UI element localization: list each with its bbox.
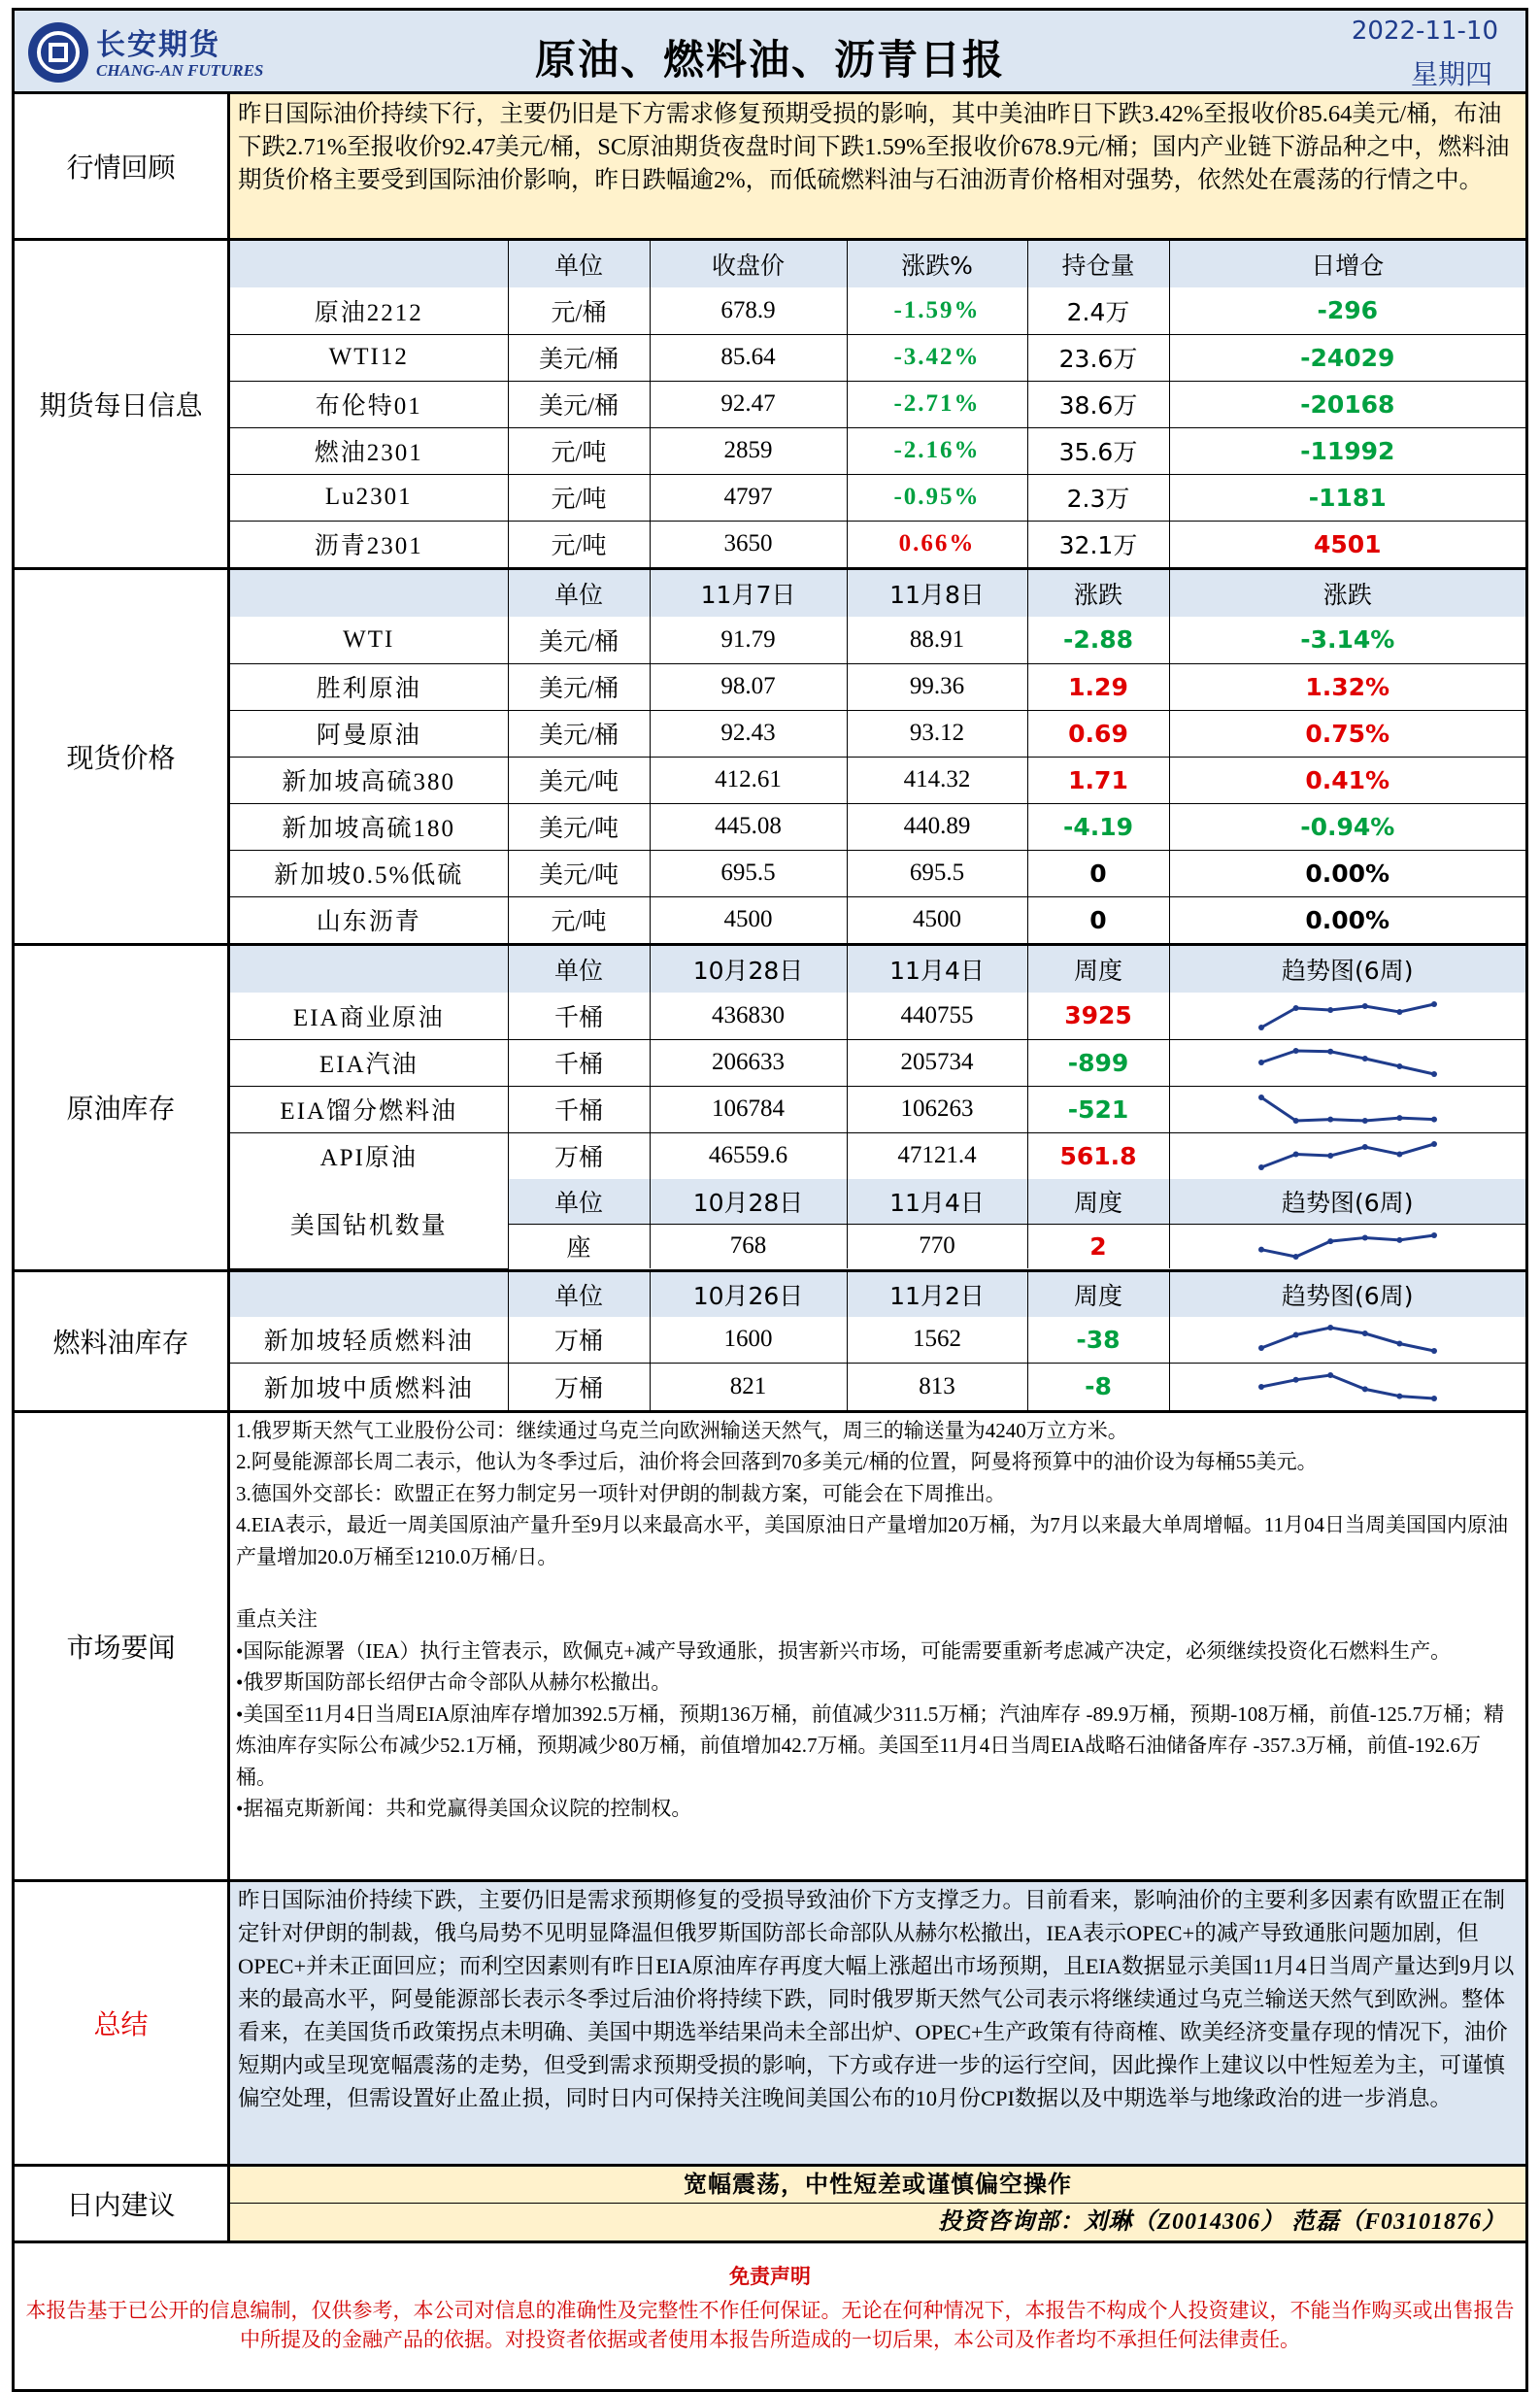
- spot-price-section: [15, 570, 1525, 946]
- market-news-section: [15, 1413, 1525, 1882]
- trend-point: [1431, 1071, 1437, 1077]
- futures-row: [230, 287, 1525, 334]
- section-label: 原油库存: [15, 946, 230, 1269]
- daily-oi-change-cell: 4501: [1169, 521, 1525, 567]
- news-item: 2.阿曼能源部长周二表示，他认为冬季过后，油价将会回落到70多美元/桶的位置，阿曼将预算中的油价设为每桶55美元。: [236, 1450, 1318, 1473]
- trend-point: [1258, 1345, 1264, 1351]
- price-cell: 4500: [847, 896, 1027, 943]
- change-cell: 0.69: [1027, 710, 1169, 757]
- header-cell: 单位: [508, 241, 650, 287]
- price-cell: 695.5: [650, 850, 847, 896]
- trend-point: [1396, 1237, 1402, 1243]
- value-cell: 205734: [847, 1039, 1027, 1086]
- report-header: [15, 11, 1525, 94]
- inventory-row: [230, 1132, 1525, 1179]
- inventory-row: [230, 993, 1525, 1039]
- trend-line-chart: [1255, 1138, 1440, 1173]
- header-cell: 周度: [1027, 946, 1169, 993]
- header-cell: 单位: [508, 570, 650, 617]
- weekly-change-cell: -521: [1027, 1086, 1169, 1132]
- price-cell: 99.36: [847, 663, 1027, 710]
- advisor-credit: 投资咨询部：刘琳（Z0014306） 范磊（F03101876）: [230, 2204, 1525, 2240]
- commodity-name: 山东沥青: [230, 896, 508, 943]
- futures-table: [230, 241, 1525, 567]
- header-cell: 涨跌%: [847, 241, 1027, 287]
- contract-name: 燃油2301: [230, 427, 508, 474]
- weekly-change-cell: -38: [1027, 1317, 1169, 1364]
- unit-cell: 美元/桶: [508, 381, 650, 427]
- trend-line: [1261, 1097, 1434, 1121]
- change-pct-cell: -1.59%: [847, 287, 1027, 334]
- value-cell: 1600: [650, 1317, 847, 1364]
- daily-oi-change-cell: -24029: [1169, 334, 1525, 381]
- change-pct-cell: -2.71%: [847, 381, 1027, 427]
- open-interest-cell: 2.3万: [1027, 474, 1169, 521]
- price-cell: 695.5: [847, 850, 1027, 896]
- value-cell: 206633: [650, 1039, 847, 1086]
- value-cell: 46559.6: [650, 1132, 847, 1179]
- value-cell: 770: [847, 1224, 1027, 1268]
- change-pct-cell: -3.14%: [1169, 617, 1525, 663]
- spot-row: [230, 896, 1525, 943]
- spot-row: [230, 757, 1525, 803]
- unit-cell: 元/吨: [508, 896, 650, 943]
- trend-line: [1261, 1051, 1434, 1074]
- trend-point: [1258, 1095, 1264, 1100]
- value-cell: 813: [847, 1364, 1027, 1410]
- report-date: 2022-11-10: [1351, 17, 1498, 46]
- header-cell: [230, 946, 508, 993]
- open-interest-cell: 23.6万: [1027, 334, 1169, 381]
- daily-oi-change-cell: -1181: [1169, 474, 1525, 521]
- focus-title: 重点关注: [236, 1607, 318, 1631]
- trend-point: [1327, 1049, 1333, 1055]
- price-cell: 4500: [650, 896, 847, 943]
- trend-sparkline: [1169, 1317, 1525, 1364]
- header-cell: 趋势图(6周): [1169, 946, 1525, 993]
- header-cell: 单位: [508, 946, 650, 993]
- trend-point: [1327, 1372, 1333, 1378]
- trend-line: [1261, 1144, 1434, 1167]
- trend-point: [1292, 1048, 1298, 1054]
- change-pct-cell: -0.95%: [847, 474, 1027, 521]
- header-cell: 单位: [508, 1179, 650, 1224]
- value-cell: 440755: [847, 993, 1027, 1039]
- futures-row: [230, 474, 1525, 521]
- trend-point: [1327, 1153, 1333, 1159]
- trend-sparkline: [1169, 1364, 1525, 1410]
- unit-cell: 千桶: [508, 1086, 650, 1132]
- unit-cell: 美元/桶: [508, 334, 650, 381]
- trend-line: [1261, 1235, 1434, 1257]
- logo-chinese-name: 长安期货: [96, 28, 220, 62]
- section-label: 现货价格: [15, 570, 230, 943]
- contract-name: WTI12: [230, 334, 508, 381]
- summary-section: [15, 1882, 1525, 2167]
- price-cell: 412.61: [650, 757, 847, 803]
- header-cell: 收盘价: [650, 241, 847, 287]
- unit-cell: 万桶: [508, 1364, 650, 1410]
- futures-row: [230, 381, 1525, 427]
- trend-point: [1362, 1331, 1368, 1336]
- trend-point: [1362, 1118, 1368, 1124]
- trend-point: [1292, 1332, 1298, 1338]
- unit-cell: 千桶: [508, 1039, 650, 1086]
- news-item: 1.俄罗斯天然气工业股份公司：继续通过乌克兰向欧洲输送天然气，周三的输送量为4240万立方米。: [236, 1418, 1128, 1442]
- inventory-name: API原油: [230, 1132, 508, 1179]
- trend-point: [1292, 1377, 1298, 1383]
- trend-point: [1396, 1152, 1402, 1158]
- value-cell: 821: [650, 1364, 847, 1410]
- spot-row: [230, 617, 1525, 663]
- change-pct-cell: -0.94%: [1169, 803, 1525, 850]
- change-pct-cell: 0.00%: [1169, 896, 1525, 943]
- inventory-name: 新加坡中质燃料油: [230, 1364, 508, 1410]
- header-cell: 周度: [1027, 1272, 1169, 1317]
- price-cell: 88.91: [847, 617, 1027, 663]
- inventory-row: [230, 1086, 1525, 1132]
- trend-line-chart: [1255, 1230, 1440, 1263]
- header-cell: [230, 570, 508, 617]
- news-item: 4.EIA表示，最近一周美国原油产量升至9月以来最高水平，美国原油日产量增加20万桶，为7月以来最大单周增幅。11月04日当周美国国内原油产量增加20.0万桶至1210.0万桶/日。: [236, 1513, 1508, 1568]
- trend-point: [1258, 1164, 1264, 1170]
- unit-cell: 万桶: [508, 1317, 650, 1364]
- trend-point: [1431, 1141, 1437, 1147]
- focus-item: •俄罗斯国防部长绍伊古命令部队从赫尔松撤出。: [236, 1670, 672, 1694]
- futures-row: [230, 427, 1525, 474]
- contract-name: 布伦特01: [230, 381, 508, 427]
- table-header-row: [230, 241, 1525, 287]
- header-cell: 10月28日: [650, 1179, 847, 1224]
- trend-point: [1258, 1384, 1264, 1390]
- intraday-advice-section: [15, 2167, 1525, 2243]
- header-cell: 10月26日: [650, 1272, 847, 1317]
- trend-point: [1292, 1118, 1298, 1124]
- header-cell: 趋势图(6周): [1169, 1272, 1525, 1317]
- disclaimer: [15, 2243, 1525, 2389]
- trend-point: [1396, 1341, 1402, 1347]
- value-cell: 1562: [847, 1317, 1027, 1364]
- change-pct-cell: 0.41%: [1169, 757, 1525, 803]
- price-cell: 98.07: [650, 663, 847, 710]
- fuel-oil-inventory-section: [15, 1272, 1525, 1413]
- trend-point: [1258, 1025, 1264, 1030]
- close-price-cell: 3650: [650, 521, 847, 567]
- trend-point: [1362, 1056, 1368, 1061]
- futures-section: [15, 241, 1525, 570]
- trend-sparkline: [1169, 993, 1525, 1039]
- trend-point: [1362, 1144, 1368, 1150]
- contract-name: 沥青2301: [230, 521, 508, 567]
- trend-point: [1292, 1254, 1298, 1260]
- close-price-cell: 678.9: [650, 287, 847, 334]
- trend-point: [1431, 1348, 1437, 1354]
- open-interest-cell: 32.1万: [1027, 521, 1169, 567]
- futures-row: [230, 334, 1525, 381]
- focus-item: •美国至11月4日当周EIA原油库存增加392.5万桶，预期136万桶，前值减少311.5万桶；汽油库存 -89.9万桶，预期-108万桶，前值-125.7万桶；精炼油库存实际公布减少52.1万桶，预期减少80万桶，前值增加42.7万桶。美国至11月4日当周EIA战略石油储备库存 -357.3万桶，前值-192.6万桶。: [236, 1701, 1505, 1789]
- section-label: 总结: [15, 1882, 230, 2164]
- change-cell: 1.71: [1027, 757, 1169, 803]
- change-cell: 1.29: [1027, 663, 1169, 710]
- daily-oi-change-cell: -20168: [1169, 381, 1525, 427]
- unit-cell: 元/吨: [508, 474, 650, 521]
- rig-count-label: 美国钻机数量: [230, 1179, 508, 1268]
- unit-cell: 元/桶: [508, 287, 650, 334]
- change-pct-cell: 0.75%: [1169, 710, 1525, 757]
- focus-item: •据福克斯新闻：共和党赢得美国众议院的控制权。: [236, 1797, 692, 1820]
- inventory-row: [230, 1317, 1525, 1364]
- value-cell: 436830: [650, 993, 847, 1039]
- commodity-name: 新加坡0.5%低硫: [230, 850, 508, 896]
- commodity-name: 胜利原油: [230, 663, 508, 710]
- fuel-inventory-table: [230, 1272, 1525, 1410]
- trend-line-chart: [1255, 1045, 1440, 1080]
- table-header-row: [230, 946, 1525, 993]
- market-review-section: [15, 94, 1525, 241]
- close-price-cell: 85.64: [650, 334, 847, 381]
- weekly-change-cell: 3925: [1027, 993, 1169, 1039]
- header-cell: [230, 241, 508, 287]
- trend-line-chart: [1255, 1369, 1440, 1404]
- unit-cell: 元/吨: [508, 521, 650, 567]
- unit-cell: 千桶: [508, 993, 650, 1039]
- trend-point: [1327, 1238, 1333, 1244]
- header-cell: 涨跌: [1027, 570, 1169, 617]
- trend-line-chart: [1255, 1092, 1440, 1127]
- unit-cell: 美元/吨: [508, 757, 650, 803]
- trend-line-chart: [1255, 998, 1440, 1033]
- commodity-name: 新加坡高硫380: [230, 757, 508, 803]
- open-interest-cell: 38.6万: [1027, 381, 1169, 427]
- market-review-text: 昨日国际油价持续下行，主要仍旧是下方需求修复预期受损的影响，其中美油昨日下跌3.42%至报收价85.64美元/桶，布油下跌2.71%至报收价92.47美元/桶，SC原油期货夜盘时间下跌1.59%至报收价678.9元/桶；国内产业链下游品种之中，燃料油期货价格主要受到国际油价影响，昨日跌幅逾2%，而低硫燃料油与石油沥青价格相对强势，依然处在震荡的行情之中。: [230, 94, 1525, 238]
- summary-text: 昨日国际油价持续下跌，主要仍旧是需求预期修复的受损导致油价下方支撑乏力。目前看来，影响油价的主要利多因素有欧盟正在制定针对伊朗的制裁，俄乌局势不见明显降温但俄罗斯国防部长命部队从赫尔松撤出，IEA表示OPEC+的减产导致通胀问题加剧，但OPEC+并未正面回应；而利空因素则有昨日EIA原油库存再度大幅上涨超出市场预期，且EIA数据显示美国11月4日当周产量达到9月以来的最高水平，阿曼能源部长表示冬季过后油价将持续下跌，同时俄罗斯天然气公司表示将继续通过乌克兰输送天然气到欧洲。整体看来，在美国货币政策拐点未明确、美国中期选举结果尚未全部出炉、OPEC+生产政策有待商榷、欧美经济变量存现的情况下，油价短期内或呈现宽幅震荡的走势，但受到需求预期受损的影响，下方或存进一步的运行空间，因此操作上建议以中性短差为主，可谨慎偏空处理，但需设置好止盈止损，同时日内可保持关注晚间美国公布的10月份CPI数据以及中期选举与地缘政治的进一步消息。: [230, 1882, 1525, 2164]
- spot-row: [230, 850, 1525, 896]
- header-cell: 趋势图(6周): [1169, 1179, 1525, 1224]
- focus-item: •国际能源署（IEA）执行主管表示，欧佩克+减产导致通胀，损害新兴市场，可能需要重新考虑减产决定，必须继续投资化石燃料生产。: [236, 1638, 1452, 1663]
- trend-point: [1362, 1386, 1368, 1392]
- trend-point: [1327, 1117, 1333, 1123]
- section-label: 市场要闻: [15, 1413, 230, 1879]
- change-cell: 0: [1027, 896, 1169, 943]
- crude-inventory-table: [230, 946, 1525, 1269]
- inventory-name: EIA馏分燃料油: [230, 1086, 508, 1132]
- header-cell: 11月2日: [847, 1272, 1027, 1317]
- section-label: 行情回顾: [15, 94, 230, 238]
- unit-cell: 元/吨: [508, 427, 650, 474]
- trend-point: [1258, 1247, 1264, 1253]
- disclaimer-text: 本报告基于已公开的信息编制，仅供参考，本公司对信息的准确性及完整性不作任何保证。无论在何种情况下，本报告不构成个人投资建议，不能当作购买或出售报告中所提及的金融产品的依据。对投资者依据或者使用本报告所造成的一切后果，本公司及作者均不承担任何法律责任。: [25, 2298, 1515, 2351]
- unit-cell: 座: [508, 1224, 650, 1268]
- logo-english-name: CHANG-AN FUTURES: [96, 61, 264, 80]
- header-cell: 周度: [1027, 1179, 1169, 1224]
- change-pct-cell: 0.66%: [847, 521, 1027, 567]
- weekly-change-cell: 2: [1027, 1224, 1169, 1268]
- price-cell: 93.12: [847, 710, 1027, 757]
- trend-line-chart: [1255, 1322, 1440, 1357]
- trend-sparkline: [1169, 1132, 1525, 1179]
- table-header-row: [230, 1272, 1525, 1317]
- value-cell: 768: [650, 1224, 847, 1268]
- table-header-row: [230, 570, 1525, 617]
- spot-row: [230, 710, 1525, 757]
- daily-report: [12, 8, 1528, 2392]
- trend-point: [1396, 1393, 1402, 1398]
- value-cell: 47121.4: [847, 1132, 1027, 1179]
- header-cell: 10月28日: [650, 946, 847, 993]
- unit-cell: 美元/桶: [508, 663, 650, 710]
- header-cell: [230, 1272, 508, 1317]
- price-cell: 445.08: [650, 803, 847, 850]
- price-cell: 91.79: [650, 617, 847, 663]
- change-pct-cell: -2.16%: [847, 427, 1027, 474]
- close-price-cell: 2859: [650, 427, 847, 474]
- crude-inventory-section: [15, 946, 1525, 1272]
- weekly-change-cell: -8: [1027, 1364, 1169, 1410]
- trend-point: [1431, 1232, 1437, 1238]
- spot-price-table: [230, 570, 1525, 943]
- report-weekday: 星期四: [1410, 58, 1492, 90]
- weekly-change-cell: 561.8: [1027, 1132, 1169, 1179]
- unit-cell: 美元/桶: [508, 617, 650, 663]
- price-cell: 440.89: [847, 803, 1027, 850]
- header-cell: 11月8日: [847, 570, 1027, 617]
- trend-point: [1431, 1396, 1437, 1401]
- trend-line: [1261, 1004, 1434, 1028]
- header-cell: 日增仓: [1169, 241, 1525, 287]
- inventory-name: 新加坡轻质燃料油: [230, 1317, 508, 1364]
- trend-point: [1327, 1007, 1333, 1013]
- inventory-row: [230, 1364, 1525, 1410]
- value-cell: 106784: [650, 1086, 847, 1132]
- spot-row: [230, 663, 1525, 710]
- trend-line: [1261, 1375, 1434, 1398]
- trend-point: [1396, 1009, 1402, 1015]
- trend-sparkline: [1169, 1086, 1525, 1132]
- trend-line: [1261, 1328, 1434, 1351]
- daily-oi-change-cell: -11992: [1169, 427, 1525, 474]
- header-cell: 涨跌: [1169, 570, 1525, 617]
- header-cell: 11月4日: [847, 1179, 1027, 1224]
- contract-name: Lu2301: [230, 474, 508, 521]
- unit-cell: 万桶: [508, 1132, 650, 1179]
- report-title: 原油、燃料油、沥青日报: [534, 36, 1005, 84]
- section-label: 期货每日信息: [15, 241, 230, 567]
- commodity-name: 阿曼原油: [230, 710, 508, 757]
- trend-point: [1292, 1005, 1298, 1011]
- change-pct-cell: -3.42%: [847, 334, 1027, 381]
- header-cell: 持仓量: [1027, 241, 1169, 287]
- change-pct-cell: 0.00%: [1169, 850, 1525, 896]
- trend-point: [1292, 1152, 1298, 1158]
- change-cell: 0: [1027, 850, 1169, 896]
- close-price-cell: 92.47: [650, 381, 847, 427]
- trend-point: [1431, 1117, 1437, 1123]
- trend-sparkline: [1169, 1039, 1525, 1086]
- close-price-cell: 4797: [650, 474, 847, 521]
- news-item: 3.德国外交部长：欧盟正在努力制定另一项针对伊朗的制裁方案，可能会在下周推出。: [236, 1481, 1006, 1505]
- daily-oi-change-cell: -296: [1169, 287, 1525, 334]
- trend-point: [1431, 1001, 1437, 1007]
- rig-header-row: [230, 1179, 1525, 1224]
- unit-cell: 美元/吨: [508, 803, 650, 850]
- market-news-body: [230, 1413, 1525, 1879]
- change-pct-cell: 1.32%: [1169, 663, 1525, 710]
- change-cell: -4.19: [1027, 803, 1169, 850]
- inventory-name: EIA商业原油: [230, 993, 508, 1039]
- price-cell: 414.32: [847, 757, 1027, 803]
- section-label: 日内建议: [15, 2167, 230, 2240]
- contract-name: 原油2212: [230, 287, 508, 334]
- weekly-change-cell: -899: [1027, 1039, 1169, 1086]
- open-interest-cell: 35.6万: [1027, 427, 1169, 474]
- trend-point: [1396, 1063, 1402, 1069]
- inventory-row: [230, 1039, 1525, 1086]
- header-cell: 单位: [508, 1272, 650, 1317]
- disclaimer-title: 免责声明: [729, 2264, 811, 2288]
- change-cell: -2.88: [1027, 617, 1169, 663]
- open-interest-cell: 2.4万: [1027, 287, 1169, 334]
- unit-cell: 美元/桶: [508, 710, 650, 757]
- header-cell: 11月4日: [847, 946, 1027, 993]
- futures-row: [230, 521, 1525, 567]
- commodity-name: 新加坡高硫180: [230, 803, 508, 850]
- trend-point: [1362, 1235, 1368, 1241]
- section-label: 燃料油库存: [15, 1272, 230, 1410]
- advice-text: 宽幅震荡，中性短差或谨慎偏空操作: [230, 2167, 1525, 2204]
- spot-row: [230, 803, 1525, 850]
- value-cell: 106263: [847, 1086, 1027, 1132]
- unit-cell: 美元/吨: [508, 850, 650, 896]
- trend-sparkline: [1169, 1224, 1525, 1268]
- commodity-name: WTI: [230, 617, 508, 663]
- header-cell: 11月7日: [650, 570, 847, 617]
- trend-point: [1327, 1325, 1333, 1331]
- trend-point: [1258, 1060, 1264, 1065]
- inventory-name: EIA汽油: [230, 1039, 508, 1086]
- trend-point: [1362, 1003, 1368, 1009]
- trend-point: [1396, 1115, 1402, 1121]
- price-cell: 92.43: [650, 710, 847, 757]
